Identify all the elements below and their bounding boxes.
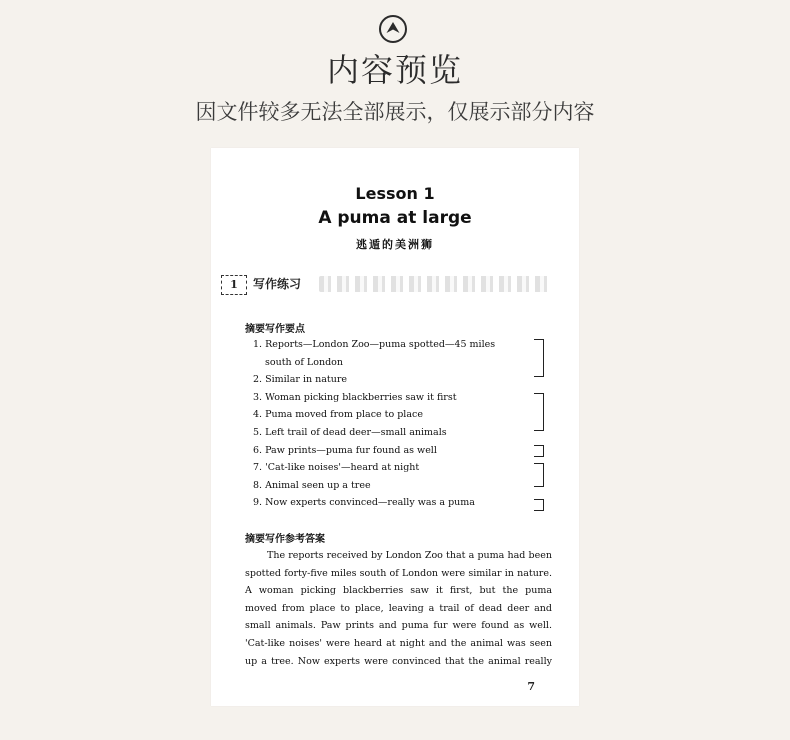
outline-item: 2. Similar in nature — [253, 374, 347, 386]
lesson-title: A puma at large — [318, 208, 472, 228]
blurred-scan-region — [319, 276, 551, 292]
chevron-up-circle-icon — [378, 14, 408, 44]
document-page — [211, 148, 579, 706]
outline-item: 4. Puma moved from place to place — [253, 409, 423, 421]
answer-line: A woman picking blackberries saw it first, but the puma — [245, 585, 552, 597]
lesson-title-chinese: 逃遁的美洲狮 — [356, 238, 434, 251]
answer-line: spotted forty-five miles south of London were similar in nature. — [245, 567, 552, 579]
preview-subtitle: 因文件较多无法全部展示，仅展示部分内容 — [195, 100, 595, 124]
grouping-bracket — [534, 463, 544, 487]
grouping-bracket — [534, 499, 544, 511]
outline-item-text: south of London — [265, 356, 343, 368]
answer-heading: 摘要写作参考答案 — [245, 534, 325, 545]
page-number: 7 — [527, 680, 535, 693]
outline-heading: 摘要写作要点 — [245, 324, 305, 335]
section-title: 写作练习 — [253, 277, 302, 291]
outline-item: 3. Woman picking blackberries saw it first — [253, 391, 457, 403]
outline-item — [253, 336, 539, 371]
outline-item: 8. Animal seen up a tree — [253, 479, 371, 491]
grouping-bracket — [534, 393, 544, 431]
outline-item-text: 1. Reports—London Zoo—puma spotted—45 miles — [253, 339, 496, 350]
lesson-number: Lesson 1 — [355, 184, 435, 203]
answer-line: The reports received by London Zoo that a puma had been — [267, 550, 552, 561]
answer-line: 'Cat-like noises' were heard at night and the animal was seen — [245, 637, 552, 649]
outline-list — [253, 336, 539, 512]
outline-item: 5. Left trail of dead deer—small animals — [253, 426, 447, 438]
answer-paragraph — [245, 547, 552, 670]
outline-item: 9. Now experts convinced—really was a puma — [253, 497, 475, 509]
section-number-box: 1 — [221, 275, 247, 295]
answer-line: small animals. Paw prints and puma fur were found as well. — [245, 620, 552, 632]
preview-title: 内容预览 — [326, 51, 463, 89]
outline-item: 7. 'Cat-like noises'—heard at night — [253, 462, 420, 474]
grouping-bracket — [534, 445, 544, 457]
grouping-bracket — [534, 339, 544, 377]
answer-line: up a tree. Now experts were convinced that the animal really — [245, 655, 552, 667]
answer-line: moved from place to place, leaving a trail of dead deer and — [245, 602, 552, 614]
outline-item: 6. Paw prints—puma fur found as well — [253, 444, 437, 456]
